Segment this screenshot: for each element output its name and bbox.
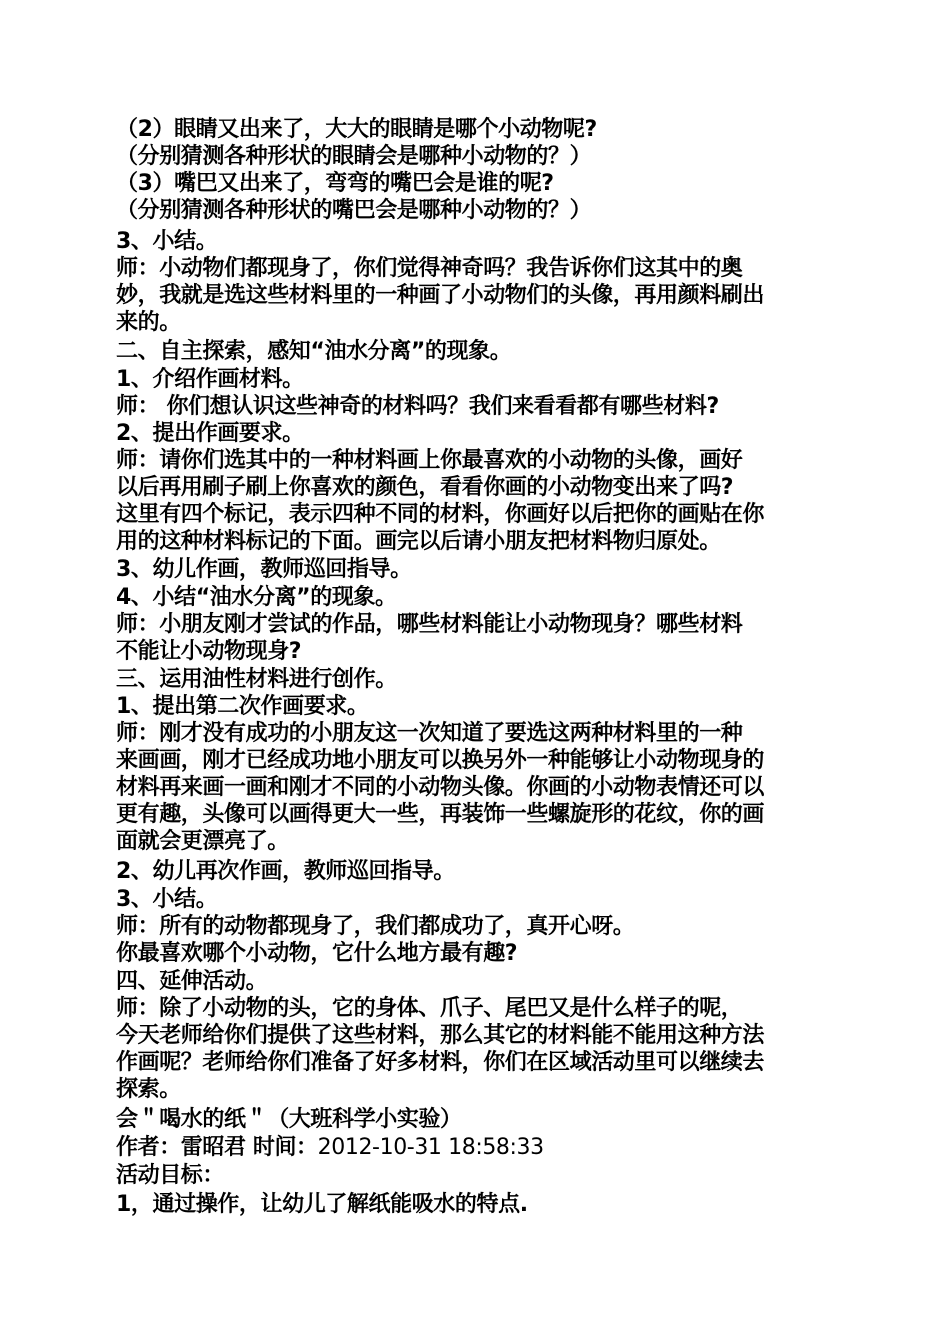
text-line: 师：所有的动物都现身了，我们都成功了，真开心呀。 <box>116 914 635 939</box>
text-line: 材料再来画一画和刚才不同的小动物头像。你画的小动物表情还可以 <box>116 775 765 800</box>
text-line: 今天老师给你们提供了这些材料，那么其它的材料能不能用这种方法 <box>116 1023 765 1048</box>
text-line: 师：请你们选其中的一种材料画上你最喜欢的小动物的头像，画好 <box>116 448 743 473</box>
section-heading: 三、运用油性材料进行创作。 <box>116 667 397 692</box>
section-heading: 四、延伸活动。 <box>116 969 268 994</box>
text-line: 4、小结“油水分离”的现象。 <box>116 585 397 610</box>
text-line: 以后再用刷子刷上你喜欢的颜色，看看你画的小动物变出来了吗? <box>116 475 734 500</box>
text-line: 师：小动物们都现身了，你们觉得神奇吗？我告诉你们这其中的奥 <box>116 256 743 281</box>
text-line: 2、幼儿再次作画，教师巡回指导。 <box>116 859 455 884</box>
text-line: 面就会更漂亮了。 <box>116 829 289 854</box>
text-line: 师： 你们想认识这些神奇的材料吗？我们来看看都有哪些材料? <box>116 394 719 419</box>
text-line: （2）眼睛又出来了，大大的眼睛是哪个小动物呢? <box>116 117 597 142</box>
text-line: 探索。 <box>116 1077 181 1102</box>
text-line: 1、提出第二次作画要求。 <box>116 694 369 719</box>
text-line: （3）嘴巴又出来了，弯弯的嘴巴会是谁的呢? <box>116 171 554 196</box>
text-line: （分别猜测各种形状的眼睛会是哪种小动物的？） <box>116 144 592 169</box>
text-line: 作画呢？老师给你们准备了好多材料，你们在区域活动里可以继续去 <box>116 1050 765 1075</box>
text-line: 2、提出作画要求。 <box>116 421 304 446</box>
text-line: 用的这种材料标记的下面。画完以后请小朋友把材料物归原处。 <box>116 529 721 554</box>
text-line: 3、小结。 <box>116 887 218 912</box>
article-title: 会＂喝水的纸＂（大班科学小实验） <box>116 1107 462 1132</box>
timestamp: 2012-10-31 18:58:33 <box>317 1135 544 1160</box>
text-line: 这里有四个标记，表示四种不同的材料，你画好以后把你的画贴在你 <box>116 502 765 527</box>
text-line: 你最喜欢哪个小动物，它什么地方最有趣? <box>116 941 518 966</box>
text-line: （分别猜测各种形状的嘴巴会是哪种小动物的？） <box>116 198 592 223</box>
text-line: 妙，我就是选这些材料里的一种画了小动物们的头像，再用颜料刷出 <box>116 283 765 308</box>
author-line <box>116 1134 840 1161</box>
text-line: 师：刚才没有成功的小朋友这一次知道了要选这两种材料里的一种 <box>116 721 743 746</box>
text-line: 1、介绍作画材料。 <box>116 367 304 392</box>
text-line: 3、小结。 <box>116 229 218 254</box>
text-line: 1，通过操作，让幼儿了解纸能吸水的特点. <box>116 1192 528 1217</box>
text-line: 师：除了小动物的头，它的身体、爪子、尾巴又是什么样子的呢， <box>116 996 743 1021</box>
text-line: 3、幼儿作画，教师巡回指导。 <box>116 557 412 582</box>
text-line: 来的。 <box>116 310 181 335</box>
text-line: 师：小朋友刚才尝试的作品，哪些材料能让小动物现身？哪些材料 <box>116 612 743 637</box>
section-heading: 二、自主探索，感知“油水分离”的现象。 <box>116 339 512 364</box>
text-line: 不能让小动物现身? <box>116 639 302 664</box>
text-line: 来画画，刚才已经成功地小朋友可以换另外一种能够让小动物现身的 <box>116 748 765 773</box>
text-line: 更有趣，头像可以画得更大一些，再装饰一些螺旋形的花纹，你的画 <box>116 802 765 827</box>
author-label: 作者：雷昭君 时间： <box>116 1135 318 1160</box>
text-line: 活动目标： <box>116 1163 225 1188</box>
